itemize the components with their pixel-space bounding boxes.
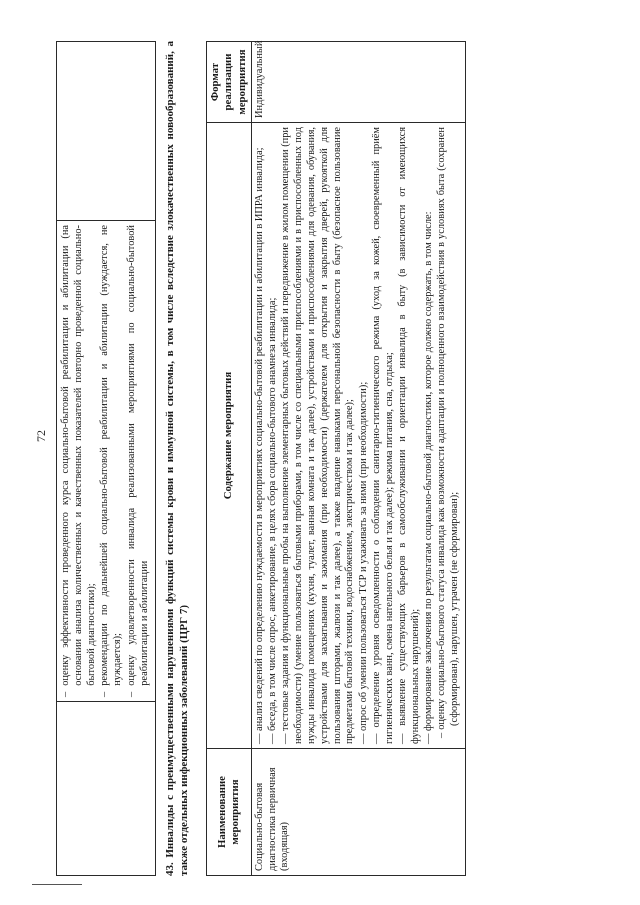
content-item: — формирование заключения по результатам социально-бытовой диагностики, которое должно содержать, в том числе: (423, 211, 435, 744)
content-item: — беседа, в том числе опрос, анкетирование, в целях сбора социально-бытового анамнеза инвалида; (267, 297, 279, 744)
list-item: – оценку удовлетворенности инвалида реализованными мероприятиями по социально-бытовой реабилитации и абилитации (125, 225, 150, 697)
page-number: 72 (34, 430, 48, 442)
list-item: – рекомендации по дальнейшей социально-бытовой реабилитации и абилитации (нуждается, не нуждается); (99, 225, 124, 697)
table-header-row (207, 42, 252, 876)
table-row (57, 42, 156, 876)
list-item-text: оценку удовлетворенности инвалида реализованными мероприятиями по социально-бытовой реабилитации и абилитации (125, 225, 150, 686)
empty-cell (57, 702, 156, 876)
table-row (251, 42, 465, 876)
empty-cell (57, 42, 156, 221)
section-heading: 43. Инвалиды с преимущественными нарушениями функций системы крови и иммунной системы, в том числе вследствие злокачественных новообразований, а также отдельных инфекционных заболеваний (ЦРГ 7) (164, 41, 190, 876)
list-item-text: рекомендации по дальнейшей социально-бытовой реабилитации и абилитации (нуждается, не нуждается); (99, 225, 124, 686)
list-item: – оценку эффективности проведенного курса социально-бытовой реабилитации и абилитации (на основании анализа количественных и качественных показателей повторно проведенной социально-бытовой диагностики); (60, 225, 97, 697)
continuation-table (56, 41, 156, 876)
measure-content (251, 123, 465, 749)
content-item: — тестовые задания и функциональные пробы на выполнение элементарных бытовых действий и передвижение в жилом помещении (при необходимости) (умение пользоваться бытовыми приборами, в том числе со специальными приспособлениями и в приспособленных под нужды инвалида помещениях (кухня, туалет, ванная комната и так далее), устройствами и приспособлениями для одевания, обувания, устройствами для захватывания и зажимания (при необходимости) (держателем для открытия и закрытия дверей, рукояткой для пользования шторами, жалюзи и так далее), а также владение навыками персональной безопасности в быту (безопасное пользование предметами бытовой техники, водоснабжением, электричеством и так далее); (280, 127, 356, 744)
header-name: Наименование мероприятия (207, 749, 252, 876)
list-item-text: оценку эффективности проведенного курса социально-бытовой реабилитации и абилитации (на основании анализа количественных и качественных показателей повторно проведенной социально-бытовой диагностики); (60, 225, 97, 686)
content-subitem: – оценку социально-бытового статуса инвалида как возможности адаптации и полноценного взаимодействия в условиях быта (сохранен (сформирован), нарушен, утрачен (не сформирован); (436, 127, 461, 738)
content-item: — опрос об умении пользоваться ТСР и ухаживать за ними (при необходимости); (357, 381, 369, 744)
header-format: Формат реализации мероприятия (207, 42, 252, 123)
rotated-page-content (56, 41, 616, 876)
measure-name: Социально-бытовая диагностика первичная (входящая) (251, 749, 465, 876)
footer-rule (32, 884, 82, 885)
content-item: — анализ сведений по определению нуждаемости в мероприятиях социально-бытовой реабилитации и абилитации в ИПРА инвалида; (253, 147, 265, 744)
content-item: — определение уровня осведомленности о соблюдении санитарно-гигиенического режима (уход за кожей, своевременный приём гигиенических ванн, смена нательного белья и так далее); режима питания, сна, отдыха; (370, 127, 395, 744)
header-content: Содержание мероприятия (207, 123, 252, 749)
measures-table (206, 41, 466, 876)
evaluation-list-cell (57, 221, 156, 702)
measure-format: Индивидуальный (251, 42, 465, 123)
content-item: — выявление существующих барьеров в самообслуживании и ориентации инвалида в быту (в зависимости от имеющихся функциональных нарушений); (397, 127, 421, 744)
